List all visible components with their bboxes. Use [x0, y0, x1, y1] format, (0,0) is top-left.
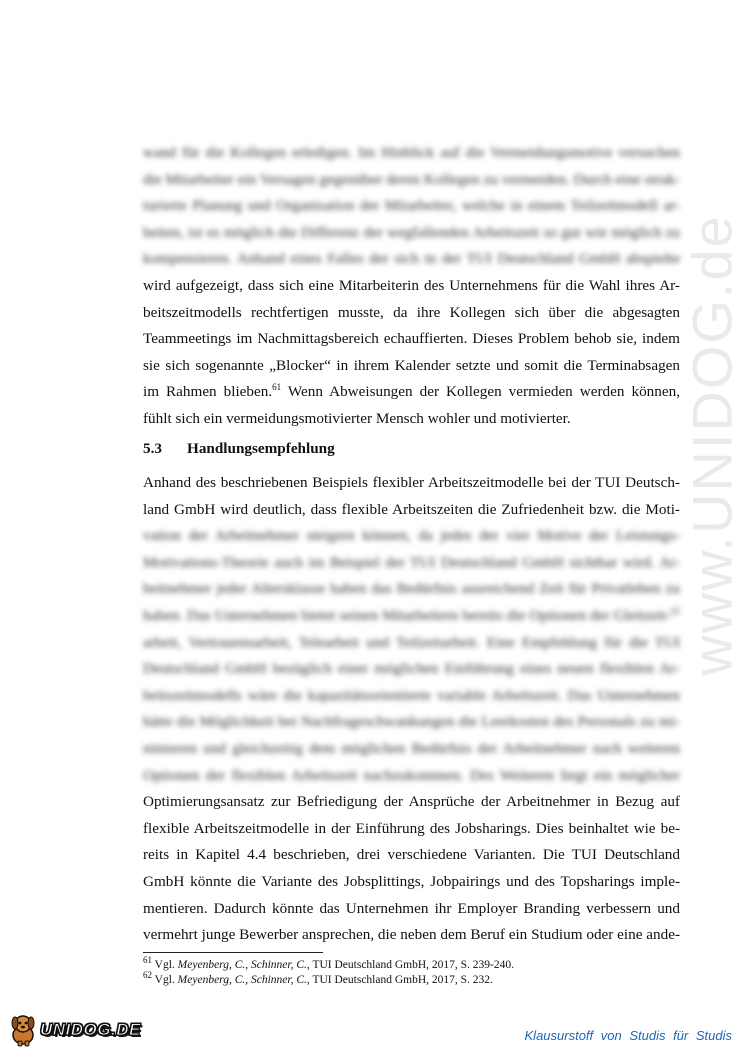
- footnote-authors: Meyenberg, C., Schinner, C.: [177, 959, 307, 971]
- footnote-source: , TUI Deutschland GmbH, 2017, S. 239-240.: [306, 959, 515, 971]
- footnote-divider: [143, 952, 323, 953]
- text-line: beiten, ist es möglich die Differenz der wegfallenden Arbeitszeit so gut wie möglich zu: [143, 223, 680, 241]
- text-line: fühlt sich ein vermeidungsmotivierter Mensch wohler und motivierter.: [143, 409, 571, 427]
- footnote-61: [143, 955, 515, 973]
- section-heading: [143, 440, 335, 458]
- text-line: kompensieren. Anhand eines Falles der sich in der TUI Deutschland GmbH abspielte: [143, 250, 680, 268]
- text-line: GmbH könnte die Variante des Jobsplittings, Jobpairings und des Topsharings imple-: [143, 872, 680, 890]
- text-fragment: im Rahmen blieben.: [143, 383, 273, 401]
- text-line: Optionen der flexiblen Arbeitszeit nachzukommen. Des Weiteren liegt ein möglicher: [143, 766, 680, 784]
- text-line: beitszeitmodells wäre die kapazitätsorientierte variable Arbeitszeit. Das Unternehmen: [143, 686, 680, 704]
- blurred-text-block: [143, 523, 680, 789]
- text-line: Motivations-Theorie auch im Beispiel der TUI Deutschland GmbH sichtbar wird. Ar-: [143, 553, 680, 571]
- text-line: Optimierungsansatz zur Befriedigung der Ansprüche der Arbeitnehmer in Bezug auf: [143, 793, 680, 811]
- section-number: 5.3: [143, 440, 162, 457]
- footnote-source: , TUI Deutschland GmbH, 2017, S. 232.: [306, 974, 493, 986]
- text-line: mentieren. Dadurch könnte das Unternehmen ihr Employer Branding verbessern und: [143, 899, 680, 917]
- text-line: hätte die Möglichkeit bei Nachfrageschwankungen die Leerkosten des Personals zu mi-: [143, 713, 680, 731]
- footnote-62: [143, 970, 514, 988]
- footnote-prefix: Vgl.: [154, 959, 178, 971]
- text-fragment: haben. Das Unternehmen bietet seinen Mitarbeitern bereits die Optionen der Gleitzeit-: [143, 606, 671, 624]
- text-line: beitnehmer jeder Altersklasse haben das Bedürfnis ausreichend Zeit für Privatleben zu: [143, 580, 680, 598]
- footnote-ref-61[interactable]: 61: [272, 382, 282, 393]
- text-line: die Mitarbeiter ein Versagen gegenüber deren Kollegen zu vermeiden. Durch eine struk-: [143, 170, 680, 188]
- footnote-prefix: Vgl.: [154, 974, 178, 986]
- text-line: [143, 379, 680, 406]
- watermark-text: www.UNIDOG.de: [680, 214, 744, 676]
- dog-mascot-icon: [8, 1013, 38, 1047]
- text-line: wand für die Kollegen erledigen. Im Hinblick auf die Vermeidungsmotive versuchen: [143, 144, 680, 161]
- text-line: Teammeetings im Nachmittagsbereich echauffierten. Dieses Problem behob sie, indem: [143, 330, 680, 348]
- text-line: sie sich sogenannte „Blocker“ in ihrem Kalender setzte und somit die Terminabsagen: [143, 356, 680, 374]
- text-line: nimieren und gleichzeitig dem möglichen Bedürfnis der Arbeitnehmer nach weiteren: [143, 739, 680, 757]
- text-line: vermehrt junge Bewerber ansprechen, die neben dem Beruf ein Studium oder eine ande-: [143, 926, 680, 944]
- unidog-logo[interactable]: [8, 1012, 141, 1048]
- text-line: arbeit, Vertrauensarbeit, Telearbeit und Teilzeitarbeit. Eine Empfehlung für die TUI: [143, 633, 680, 651]
- text-line: beitszeitmodells rechtfertigen musste, da ihre Kollegen sich über die abgesagten: [143, 303, 680, 321]
- footnote-number: 61: [143, 955, 152, 966]
- section-title: Handlungsempfehlung: [187, 440, 335, 457]
- footnote-number: 62: [143, 970, 152, 981]
- text-fragment: Wenn Abweisungen der Kollegen vermieden werden können,: [281, 383, 680, 401]
- blurred-text-block: [143, 140, 680, 273]
- text-line: wird aufgezeigt, dass sich eine Mitarbeiterin des Unternehmens für die Wahl ihres Ar-: [143, 276, 680, 294]
- text-line: Deutschland GmbH bezüglich einer möglichen Einführung eines neuen flexiblen Ar-: [143, 660, 680, 678]
- text-line: reits in Kapitel 4.4 beschrieben, drei verschiedene Varianten. Die TUI Deutschland: [143, 846, 680, 864]
- footnote-authors: Meyenberg, C., Schinner, C.: [177, 974, 307, 986]
- paragraph-1: [143, 140, 680, 433]
- footnote-ref-62[interactable]: 62: [671, 605, 680, 616]
- paragraph-2: [143, 470, 680, 949]
- text-line: [143, 603, 680, 630]
- text-line: vation der Arbeitnehmer steigern können, da jedes der vier Motive der Leistungs-: [143, 527, 680, 545]
- text-line: land GmbH wird deutlich, dass flexible Arbeitszeiten die Zufriedenheit bzw. die Moti-: [143, 500, 680, 518]
- text-line: Anhand des beschriebenen Beispiels flexibler Arbeitszeitmodelle bei der TUI Deutsch-: [143, 474, 680, 491]
- logo-text: UNIDOG.DE: [40, 1020, 141, 1039]
- footnotes: [143, 955, 515, 988]
- text-line: turierte Planung und Organisation der Mitarbeiter, welche in einem Teilzeitmodell ar-: [143, 197, 680, 215]
- text-line: flexible Arbeitszeitmodelle in der Einführung des Jobsharings. Dies beinhaltet wie be-: [143, 819, 680, 837]
- tagline: Klausurstoff von Studis für Studis: [524, 1028, 732, 1043]
